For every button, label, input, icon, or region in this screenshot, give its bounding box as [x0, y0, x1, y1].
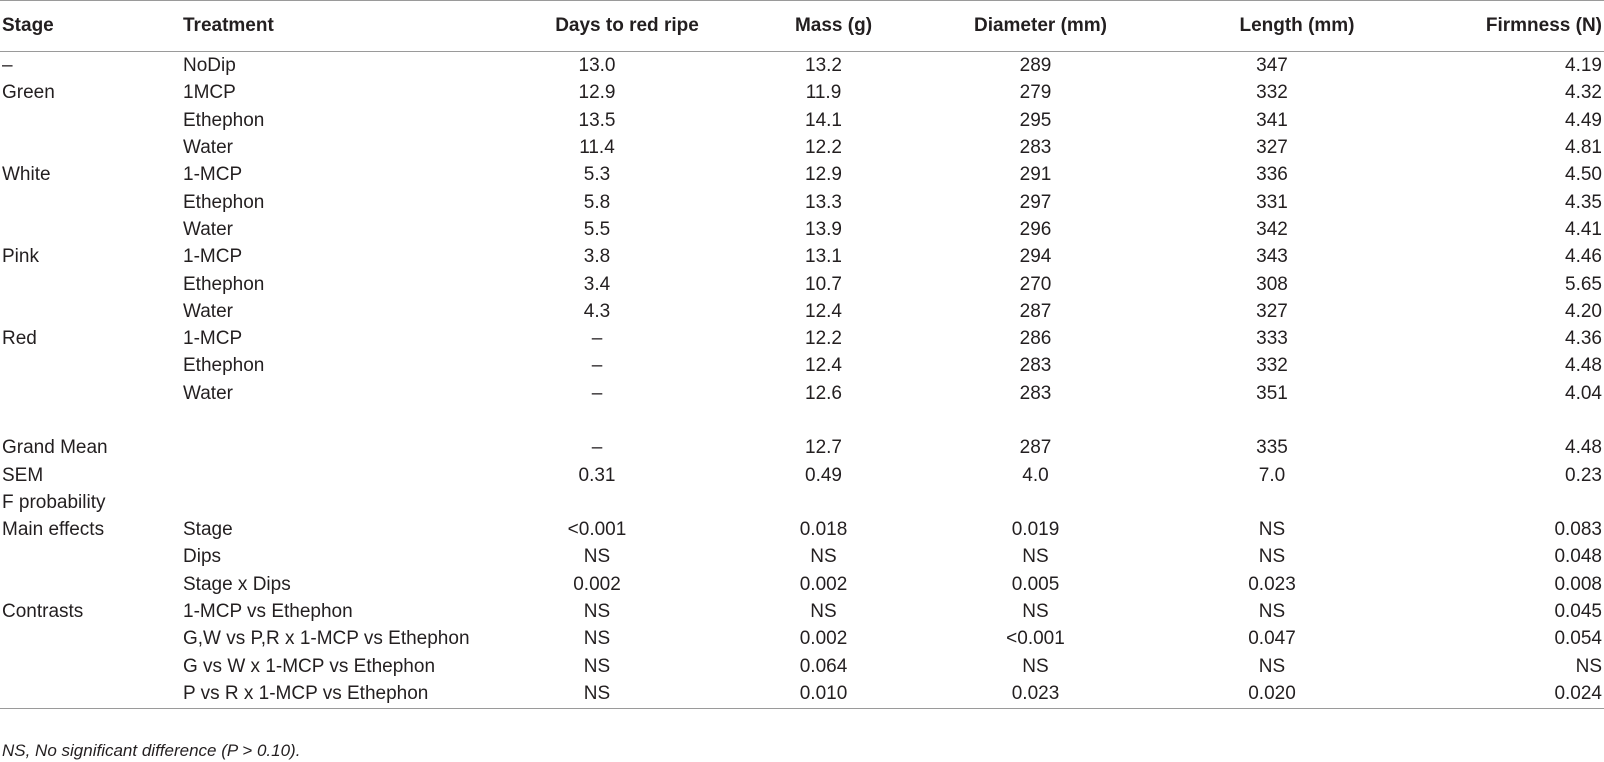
table-row: [0, 434, 1604, 461]
cell-days-to-red-ripe: <0.001: [567, 519, 627, 541]
cell-mass: NS: [810, 546, 837, 568]
table-row: [0, 380, 1604, 407]
cell-firmness: 0.083: [1554, 519, 1602, 541]
cell-firmness: 0.045: [1554, 601, 1602, 623]
cell-mass: 0.018: [799, 519, 848, 541]
cell-treatment: 1-MCP: [183, 328, 243, 350]
table-row: [0, 107, 1604, 134]
cell-diameter: 289: [1019, 55, 1052, 77]
cell-firmness: [1409, 489, 1604, 516]
cell-treatment: Ethephon: [183, 355, 265, 377]
cell-stage: Pink: [2, 246, 39, 268]
cell-days-to-red-ripe: NS: [583, 655, 611, 677]
cell-mass: 0.002: [799, 573, 848, 595]
cell-stage: [0, 407, 183, 434]
cell-length: NS: [1258, 519, 1286, 541]
table-row: [0, 407, 1604, 434]
cell-mass: 12.4: [805, 355, 842, 377]
cell-length: 351: [1256, 382, 1288, 404]
cell-days-to-red-ripe: 0.002: [573, 573, 621, 595]
cell-days-to-red-ripe: –: [591, 328, 603, 350]
cell-treatment: G vs W x 1-MCP vs Ethephon: [183, 655, 436, 677]
table-row: [0, 543, 1604, 570]
cell-stage: [0, 571, 183, 598]
cell-firmness: [1409, 407, 1604, 434]
table-row: [0, 489, 1604, 516]
cell-days-to-red-ripe: –: [591, 355, 603, 377]
cell-days-to-red-ripe: [483, 407, 711, 434]
cell-treatment: Water: [183, 137, 233, 159]
cell-firmness: 4.81: [1565, 137, 1602, 159]
cell-firmness: 4.49: [1565, 109, 1602, 131]
cell-length: 347: [1256, 55, 1288, 77]
cell-firmness: 0.23: [1565, 464, 1602, 486]
table-row: [0, 188, 1604, 215]
cell-stage: Red: [2, 328, 37, 350]
cell-firmness: 4.50: [1565, 164, 1602, 186]
cell-mass: 0.064: [799, 655, 848, 677]
cell-days-to-red-ripe: 13.5: [578, 109, 616, 131]
table-row: [0, 461, 1604, 488]
cell-treatment: Ethephon: [183, 109, 265, 131]
cell-diameter: 0.005: [1011, 573, 1060, 595]
cell-length: 341: [1256, 109, 1288, 131]
table-row: [0, 653, 1604, 680]
cell-length: NS: [1258, 655, 1286, 677]
cell-length: 0.047: [1248, 628, 1296, 650]
table-row: [0, 625, 1604, 652]
cell-firmness: 4.41: [1565, 218, 1602, 240]
cell-mass: 11.9: [805, 82, 842, 104]
cell-stage: [0, 625, 183, 652]
cell-stage: [0, 352, 183, 379]
cell-days-to-red-ripe: –: [591, 382, 603, 404]
cell-mass: 0.49: [805, 464, 842, 486]
cell-length: 342: [1256, 218, 1288, 240]
table-row: [0, 216, 1604, 243]
cell-diameter: 283: [1019, 137, 1052, 159]
cell-firmness: 0.048: [1554, 546, 1602, 568]
table-row: [0, 161, 1604, 188]
cell-days-to-red-ripe: 4.3: [583, 300, 611, 322]
cell-diameter: 283: [1019, 355, 1052, 377]
cell-length: 332: [1256, 355, 1288, 377]
table-row: [0, 298, 1604, 325]
cell-length: 0.023: [1248, 573, 1296, 595]
cell-stage: –: [2, 55, 13, 77]
cell-treatment: 1MCP: [183, 82, 236, 104]
cell-length: 327: [1256, 300, 1288, 322]
cell-days-to-red-ripe: [483, 489, 711, 516]
cell-firmness: NS: [1575, 655, 1602, 677]
cell-diameter: 0.019: [1011, 519, 1060, 541]
header-row: [0, 1, 1604, 52]
header-length: Length (mm): [1135, 1, 1409, 52]
cell-treatment: 1-MCP: [183, 164, 243, 186]
cell-stage: Contrasts: [2, 601, 84, 623]
cell-diameter: 294: [1019, 246, 1052, 268]
cell-days-to-red-ripe: 3.8: [583, 246, 611, 268]
table-row: [0, 134, 1604, 161]
cell-treatment: [183, 489, 483, 516]
cell-treatment: [183, 407, 483, 434]
cell-stage: Grand Mean: [2, 437, 108, 459]
cell-treatment: P vs R x 1-MCP vs Ethephon: [183, 680, 483, 709]
cell-firmness: 4.35: [1565, 191, 1602, 213]
cell-mass: 10.7: [805, 273, 842, 295]
cell-stage: Main effects: [2, 519, 105, 541]
table-row: [0, 79, 1604, 106]
cell-days-to-red-ripe: –: [591, 437, 603, 459]
cell-diameter: 286: [1019, 328, 1052, 350]
cell-treatment: Water: [183, 300, 233, 322]
cell-length: 336: [1256, 164, 1288, 186]
table-body: [0, 52, 1604, 709]
cell-length: 327: [1256, 137, 1288, 159]
cell-firmness: 0.054: [1554, 628, 1602, 650]
header-mass: Mass (g): [711, 1, 936, 52]
cell-firmness: 4.48: [1565, 355, 1602, 377]
cell-stage: F probability: [2, 491, 106, 513]
cell-treatment: Ethephon: [183, 191, 265, 213]
cell-days-to-red-ripe: 12.9: [578, 82, 616, 104]
cell-length: 332: [1256, 82, 1288, 104]
cell-firmness: 4.48: [1565, 437, 1602, 459]
cell-days-to-red-ripe: NS: [583, 628, 611, 650]
cell-treatment: 1-MCP: [183, 246, 243, 268]
table-row: [0, 598, 1604, 625]
cell-mass: 13.2: [805, 55, 842, 77]
cell-mass: 0.010: [711, 680, 936, 709]
header-stage: Stage: [0, 1, 183, 52]
cell-diameter: NS: [1022, 546, 1049, 568]
cell-stage: [0, 270, 183, 297]
cell-days-to-red-ripe: NS: [583, 546, 611, 568]
table-row: [0, 243, 1604, 270]
cell-stage: [0, 216, 183, 243]
header-firmness: Firmness (N): [1409, 1, 1604, 52]
cell-days-to-red-ripe: 5.5: [583, 218, 611, 240]
cell-diameter: NS: [1022, 601, 1049, 623]
cell-mass: 14.1: [805, 109, 842, 131]
cell-mass: 12.2: [805, 137, 842, 159]
cell-length: NS: [1258, 601, 1286, 623]
cell-treatment: Water: [183, 382, 233, 404]
cell-firmness: 4.19: [1565, 55, 1602, 77]
cell-diameter: [936, 489, 1135, 516]
cell-mass: 12.9: [805, 164, 842, 186]
cell-diameter: 295: [1019, 109, 1052, 131]
cell-treatment: Water: [183, 218, 233, 240]
cell-diameter: NS: [1022, 655, 1049, 677]
header-diameter: Diameter (mm): [936, 1, 1135, 52]
cell-firmness: 4.32: [1565, 82, 1602, 104]
cell-treatment: G,W vs P,R x 1-MCP vs Ethephon: [183, 628, 470, 650]
cell-length: 0.020: [1135, 680, 1409, 709]
cell-stage: SEM: [2, 464, 44, 486]
cell-stage: White: [2, 164, 51, 186]
cell-diameter: [936, 407, 1135, 434]
cell-treatment: Stage x Dips: [183, 573, 291, 595]
table-row: [0, 52, 1604, 80]
cell-firmness: 5.65: [1565, 273, 1602, 295]
table-row: [0, 352, 1604, 379]
cell-stage: [0, 134, 183, 161]
header-treatment: Treatment: [183, 1, 483, 52]
cell-firmness: 4.46: [1565, 246, 1602, 268]
cell-diameter: 287: [1019, 437, 1052, 459]
cell-diameter: 279: [1019, 82, 1052, 104]
cell-mass: NS: [810, 601, 837, 623]
cell-mass: 0.002: [799, 628, 848, 650]
cell-stage: [0, 298, 183, 325]
cell-diameter: 4.0: [1022, 464, 1049, 486]
cell-stage: Green: [2, 82, 55, 104]
cell-mass: 12.7: [805, 437, 842, 459]
cell-length: [1135, 407, 1409, 434]
table-row: [0, 516, 1604, 543]
cell-stage: [0, 188, 183, 215]
table-footnote: NS, No significant difference (P > 0.10).: [2, 741, 301, 760]
cell-length: [1135, 489, 1409, 516]
cell-treatment: [183, 434, 483, 461]
table-row: [0, 270, 1604, 297]
cell-mass: 13.1: [805, 246, 842, 268]
cell-firmness: 4.20: [1565, 300, 1602, 322]
cell-stage: [0, 680, 183, 709]
cell-days-to-red-ripe: 5.3: [583, 164, 611, 186]
cell-mass: [711, 407, 936, 434]
cell-length: 331: [1256, 191, 1288, 213]
cell-treatment: NoDip: [183, 55, 236, 77]
cell-diameter: 283: [1019, 382, 1052, 404]
cell-days-to-red-ripe: NS: [583, 601, 611, 623]
cell-firmness: 0.008: [1554, 573, 1602, 595]
cell-days-to-red-ripe: 5.8: [583, 191, 611, 213]
cell-treatment: [183, 461, 483, 488]
cell-treatment: Ethephon: [183, 273, 265, 295]
table-row: [0, 571, 1604, 598]
cell-diameter: 287: [1019, 300, 1052, 322]
cell-diameter: 291: [1019, 164, 1052, 186]
header-days-to-red-ripe: Days to red ripe: [483, 1, 711, 52]
cell-length: 333: [1256, 328, 1288, 350]
cell-stage: [0, 380, 183, 407]
cell-firmness: 4.36: [1565, 328, 1602, 350]
cell-treatment: 1-MCP vs Ethephon: [183, 601, 353, 623]
cell-diameter: 270: [1019, 273, 1052, 295]
cell-diameter: 296: [1019, 218, 1052, 240]
cell-mass: 12.2: [805, 328, 842, 350]
cell-diameter: 297: [1019, 191, 1052, 213]
cell-mass: 12.6: [805, 382, 842, 404]
cell-treatment: Dips: [183, 546, 222, 568]
cell-diameter: 0.023: [936, 680, 1135, 709]
cell-treatment: Stage: [183, 519, 233, 541]
cell-length: 335: [1256, 437, 1288, 459]
cell-length: NS: [1258, 546, 1286, 568]
cell-length: 308: [1256, 273, 1288, 295]
cell-days-to-red-ripe: NS: [483, 680, 711, 709]
cell-stage: [0, 543, 183, 570]
cell-days-to-red-ripe: 3.4: [583, 273, 611, 295]
table-row: [0, 680, 1604, 709]
cell-length: 343: [1256, 246, 1288, 268]
cell-mass: [711, 489, 936, 516]
cell-firmness: 0.024: [1409, 680, 1604, 709]
cell-stage: [0, 107, 183, 134]
cell-diameter: <0.001: [1006, 628, 1065, 650]
cell-days-to-red-ripe: 11.4: [579, 137, 615, 159]
cell-days-to-red-ripe: 0.31: [578, 464, 616, 486]
cell-stage: [0, 653, 183, 680]
cell-firmness: 4.04: [1565, 382, 1602, 404]
cell-mass: 12.4: [805, 300, 842, 322]
cell-days-to-red-ripe: 13.0: [578, 55, 616, 77]
table-row: [0, 325, 1604, 352]
cell-mass: 13.3: [805, 191, 842, 213]
cell-length: 7.0: [1258, 464, 1286, 486]
cell-mass: 13.9: [805, 218, 842, 240]
